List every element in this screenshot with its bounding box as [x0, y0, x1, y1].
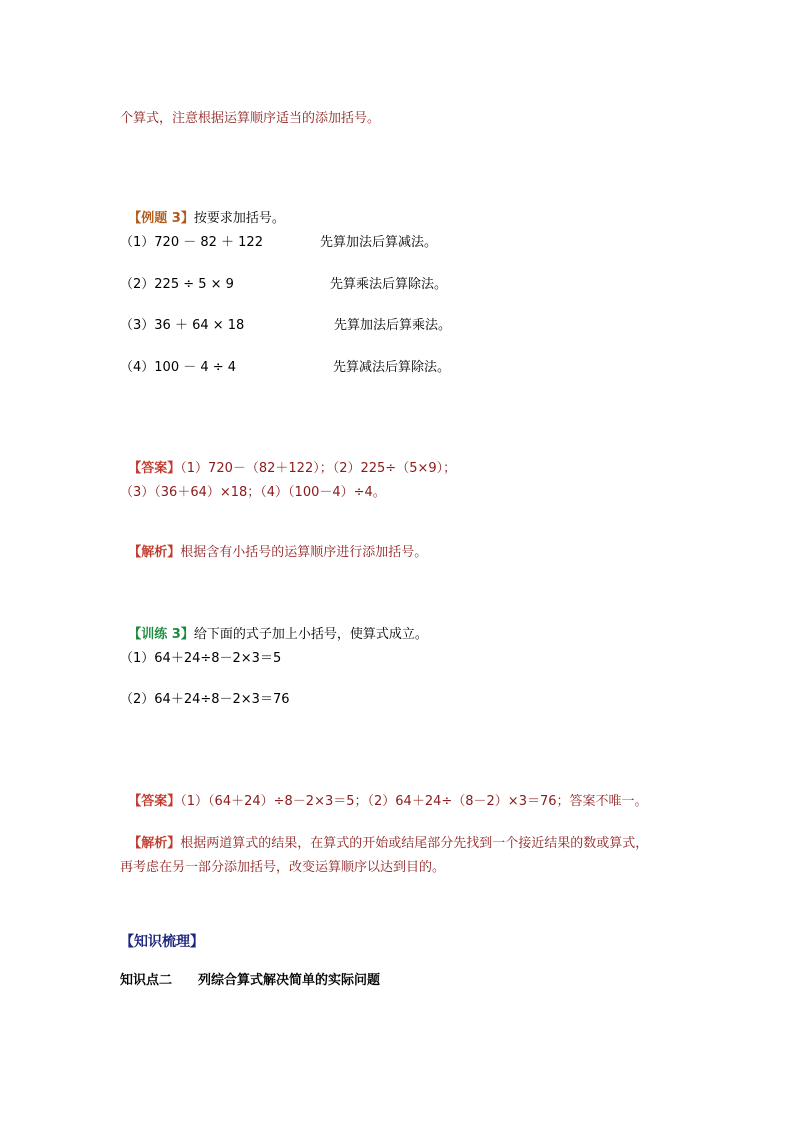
example3-item-3-expr: （3）36 ＋ 64 × 18 [120, 318, 245, 333]
example3-item-2-req: 先算乘法后算除法。 [330, 277, 448, 292]
example3-item-1-req: 先算加法后算减法。 [320, 235, 438, 250]
example3-prompt: 按要求加括号。 [193, 211, 285, 226]
intro-text: 个算式，注意根据运算顺序适当的添加括号。 [120, 111, 381, 126]
training3-analysis-text1: 根据两道算式的结果，在算式的开始或结尾部分先找到一个接近结果的数或算式， [180, 836, 649, 851]
training3-heading [120, 608, 428, 644]
training3-answer-label: 【答案】 [128, 794, 181, 809]
knowledge-title: 【知识梳理】 [120, 934, 204, 950]
example3-label: 【例题 3】 [128, 211, 194, 226]
example3-answer-label: 【答案】 [128, 461, 181, 476]
example3-answer-line2: （3）（36＋64）×18；（4）（100－4）÷4。 [120, 485, 386, 500]
example3-item-3-req: 先算加法后算乘法。 [334, 318, 452, 333]
example3-answer-line1 [120, 442, 456, 478]
training3-label: 【训练 3】 [128, 627, 194, 642]
example3-analysis [120, 526, 427, 562]
example3-heading [120, 192, 285, 228]
training3-analysis-line1 [120, 817, 648, 853]
training3-answer [120, 775, 648, 811]
example3-item-4-expr: （4）100 － 4 ÷ 4 [120, 360, 237, 375]
example3-item-2-expr: （2）225 ÷ 5 × 9 [120, 277, 234, 292]
example3-answer-text1: （1）720－（82＋122）；（2）225÷（5×9）； [180, 461, 457, 476]
example3-item-1-expr: （1）720 － 82 ＋ 122 [120, 235, 263, 250]
training3-prompt: 给下面的式子加上小括号，使算式成立。 [193, 627, 428, 642]
training3-answer-text: （1）（64＋24）÷8－2×3＝5；（2）64＋24÷（8－2）×3＝76；答案不唯一。 [180, 794, 648, 809]
example3-analysis-text: 根据含有小括号的运算顺序进行添加括号。 [180, 545, 428, 560]
training3-item-2: （2）64＋24÷8－2×3＝76 [120, 692, 290, 707]
example3-analysis-label: 【解析】 [128, 545, 181, 560]
training3-analysis-line2: 再考虑在另一部分添加括号，改变运算顺序以达到目的。 [120, 860, 446, 875]
knowledge-point: 知识点二 列综合算式解决简单的实际问题 [120, 973, 381, 988]
example3-item-4-req: 先算减法后算除法。 [333, 360, 451, 375]
training3-analysis-label: 【解析】 [128, 836, 181, 851]
training3-item-1: （1）64＋24÷8－2×3＝5 [120, 651, 282, 666]
